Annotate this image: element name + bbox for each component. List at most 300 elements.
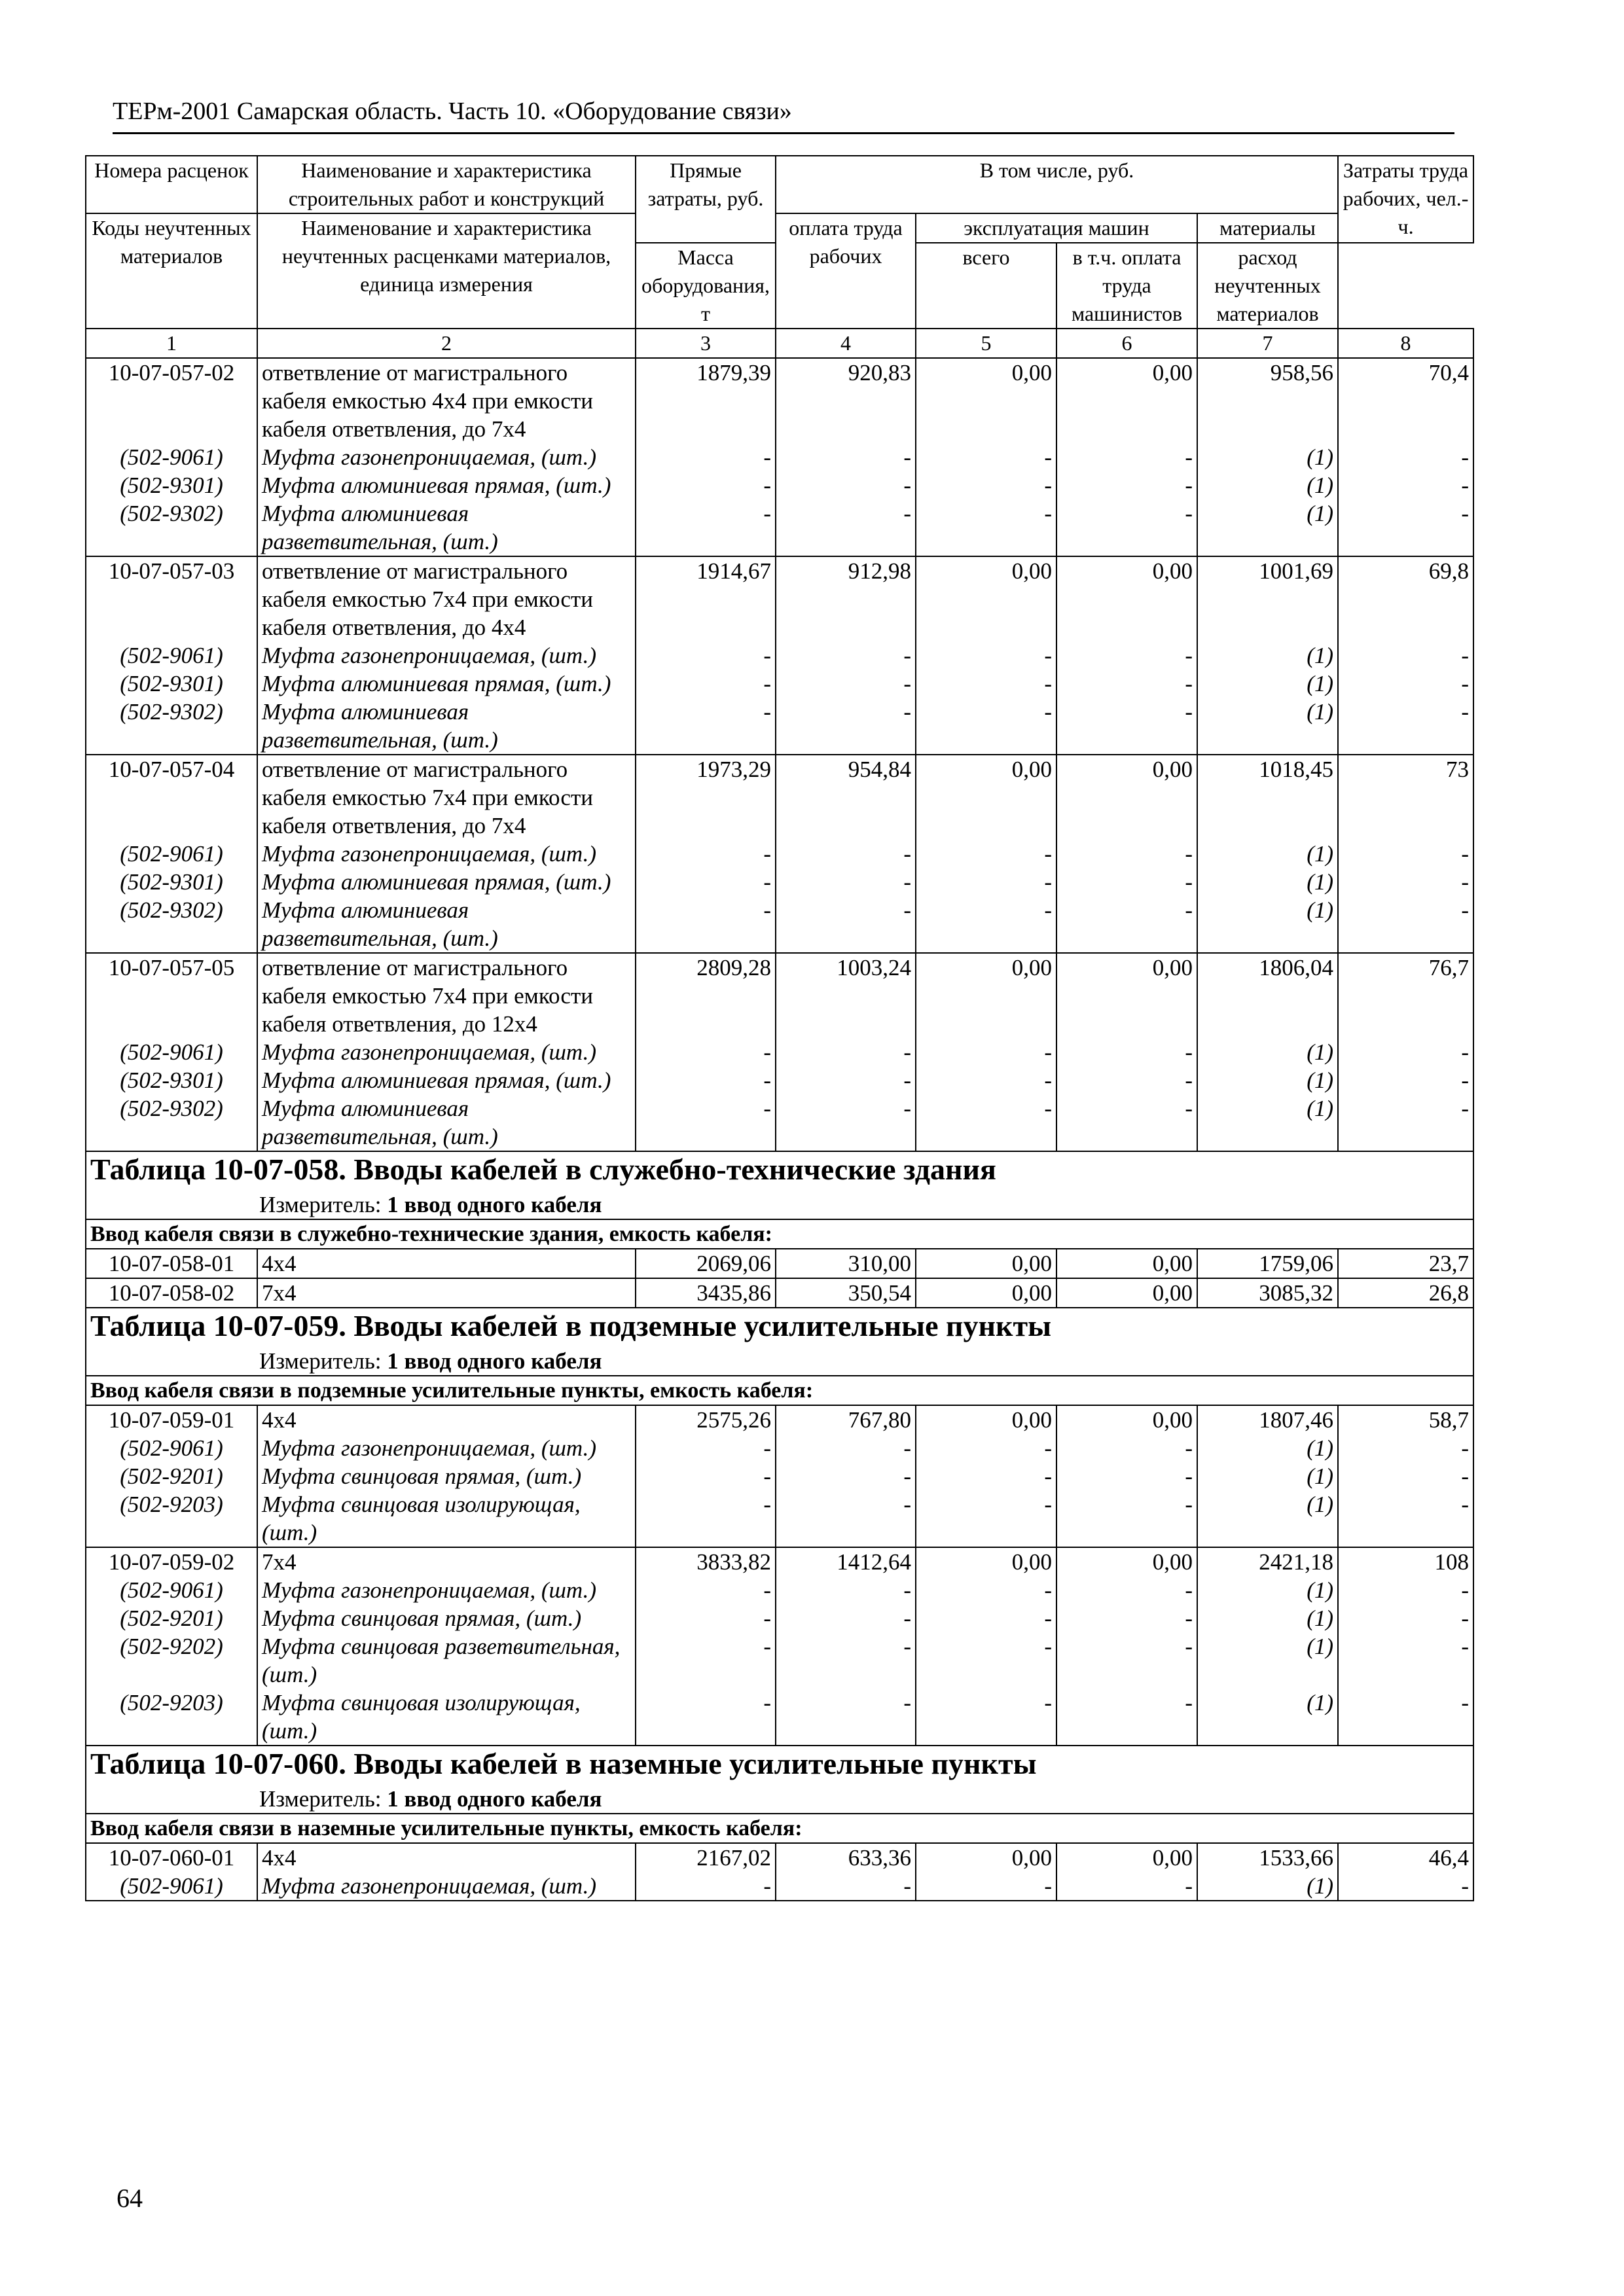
material-name: Муфта алюминиевая разветвительная, (шт.) bbox=[257, 1094, 636, 1151]
col6-header: в т.ч. оплата труда машинистов bbox=[1056, 243, 1197, 329]
rate-code: 10-07-057-03 bbox=[86, 556, 257, 641]
material-row bbox=[86, 840, 1473, 868]
value-cell: - bbox=[636, 1689, 776, 1746]
material-row bbox=[86, 1872, 1473, 1901]
material-code: (502-9302) bbox=[86, 499, 257, 556]
material-code: (502-9061) bbox=[86, 641, 257, 670]
value-cell: - bbox=[1338, 1632, 1473, 1689]
rate-code: 10-07-058-01 bbox=[86, 1249, 257, 1278]
value-cell: - bbox=[1056, 1462, 1197, 1490]
value-cell: - bbox=[1056, 641, 1197, 670]
value-cell: - bbox=[916, 1094, 1056, 1151]
material-row bbox=[86, 1066, 1473, 1094]
value-cell: - bbox=[1056, 1038, 1197, 1066]
value-cell: - bbox=[1056, 1872, 1197, 1901]
material-row bbox=[86, 641, 1473, 670]
rate-name: 4х4 bbox=[257, 1843, 636, 1872]
value-cell: (1) bbox=[1197, 641, 1338, 670]
section-title-row bbox=[86, 1151, 1473, 1219]
rate-code: 10-07-059-01 bbox=[86, 1405, 257, 1434]
value-cell: 58,7 bbox=[1338, 1405, 1473, 1434]
col1-bottom-header: Коды неучтенных материалов bbox=[86, 213, 257, 329]
value-cell: (1) bbox=[1197, 1576, 1338, 1604]
value-cell: 0,00 bbox=[916, 556, 1056, 641]
value-cell: - bbox=[916, 1038, 1056, 1066]
rate-row bbox=[86, 1405, 1473, 1434]
value-cell: - bbox=[1338, 1434, 1473, 1462]
value-cell: - bbox=[916, 1066, 1056, 1094]
meter-value: 1 ввод одного кабеля bbox=[387, 1348, 602, 1374]
col2-bottom-header: Наименование и характеристика неучтенных расценками материалов, единица измерения bbox=[257, 213, 636, 329]
value-cell: - bbox=[636, 1066, 776, 1094]
meter-line bbox=[90, 1191, 1469, 1219]
value-cell: - bbox=[1338, 1490, 1473, 1547]
value-cell: - bbox=[776, 1576, 916, 1604]
material-row bbox=[86, 1490, 1473, 1547]
value-cell: - bbox=[636, 1434, 776, 1462]
page-header: ТЕРм-2001 Самарская область. Часть 10. «Оборудование связи» bbox=[113, 98, 792, 125]
value-cell: 0,00 bbox=[1056, 755, 1197, 840]
value-cell: (1) bbox=[1197, 499, 1338, 556]
value-cell: (1) bbox=[1197, 1689, 1338, 1746]
column-number: 2 bbox=[257, 329, 636, 358]
value-cell: - bbox=[636, 499, 776, 556]
value-cell: 69,8 bbox=[1338, 556, 1473, 641]
rate-name: ответвление от магистрального кабеля емкостью 7х4 при емкости кабеля ответвления, до 12х4 bbox=[257, 953, 636, 1038]
value-cell: (1) bbox=[1197, 1490, 1338, 1547]
material-row bbox=[86, 896, 1473, 953]
value-cell: (1) bbox=[1197, 1462, 1338, 1490]
value-cell: (1) bbox=[1197, 1094, 1338, 1151]
material-row bbox=[86, 471, 1473, 499]
value-cell: 767,80 bbox=[776, 1405, 916, 1434]
value-cell: 2167,02 bbox=[636, 1843, 776, 1872]
value-cell: (1) bbox=[1197, 698, 1338, 755]
value-cell: 1001,69 bbox=[1197, 556, 1338, 641]
value-cell: - bbox=[1056, 698, 1197, 755]
value-cell: 26,8 bbox=[1338, 1278, 1473, 1308]
value-cell: - bbox=[1056, 670, 1197, 698]
value-cell: - bbox=[776, 1872, 916, 1901]
value-cell: (1) bbox=[1197, 670, 1338, 698]
value-cell: - bbox=[1056, 471, 1197, 499]
material-row bbox=[86, 1576, 1473, 1604]
value-cell: 0,00 bbox=[916, 1278, 1056, 1308]
material-code: (502-9061) bbox=[86, 1872, 257, 1901]
rate-row bbox=[86, 1249, 1473, 1278]
value-cell: (1) bbox=[1197, 1872, 1338, 1901]
col7-header: расход неучтенных материалов bbox=[1197, 243, 1338, 329]
value-cell: 2069,06 bbox=[636, 1249, 776, 1278]
value-cell: 0,00 bbox=[1056, 1249, 1197, 1278]
value-cell: - bbox=[1338, 670, 1473, 698]
meter-value: 1 ввод одного кабеля bbox=[387, 1192, 602, 1217]
value-cell: 912,98 bbox=[776, 556, 916, 641]
value-cell: - bbox=[636, 641, 776, 670]
material-name: Муфта газонепроницаемая, (шт.) bbox=[257, 1434, 636, 1462]
value-cell: - bbox=[916, 1576, 1056, 1604]
material-row bbox=[86, 1038, 1473, 1066]
section-title-cell bbox=[86, 1308, 1473, 1376]
value-cell: 0,00 bbox=[1056, 953, 1197, 1038]
rate-row bbox=[86, 556, 1473, 641]
value-cell: - bbox=[916, 896, 1056, 953]
header-row-1 bbox=[86, 156, 1473, 213]
value-cell: - bbox=[636, 1038, 776, 1066]
value-cell: 70,4 bbox=[1338, 358, 1473, 443]
value-cell: - bbox=[916, 1632, 1056, 1689]
rate-name: ответвление от магистрального кабеля емкостью 7х4 при емкости кабеля ответвления, до 4х4 bbox=[257, 556, 636, 641]
value-cell: 108 bbox=[1338, 1547, 1473, 1576]
material-name: Муфта свинцовая изолирующая, (шт.) bbox=[257, 1490, 636, 1547]
value-cell: - bbox=[776, 698, 916, 755]
material-name: Муфта свинцовая прямая, (шт.) bbox=[257, 1604, 636, 1632]
rate-code: 10-07-059-02 bbox=[86, 1547, 257, 1576]
value-cell: - bbox=[1338, 471, 1473, 499]
page-number: 64 bbox=[117, 2183, 143, 2213]
value-cell: 958,56 bbox=[1197, 358, 1338, 443]
value-cell: - bbox=[776, 670, 916, 698]
value-cell: 0,00 bbox=[916, 358, 1056, 443]
rate-row bbox=[86, 1843, 1473, 1872]
value-cell: - bbox=[1056, 1434, 1197, 1462]
value-cell: - bbox=[916, 443, 1056, 471]
value-cell: - bbox=[916, 1462, 1056, 1490]
value-cell: - bbox=[776, 443, 916, 471]
value-cell: - bbox=[776, 1038, 916, 1066]
material-code: (502-9201) bbox=[86, 1604, 257, 1632]
material-name: Муфта алюминиевая прямая, (шт.) bbox=[257, 471, 636, 499]
value-cell: - bbox=[636, 698, 776, 755]
meter-line bbox=[90, 1785, 1469, 1813]
rate-code: 10-07-057-05 bbox=[86, 953, 257, 1038]
value-cell: - bbox=[636, 1576, 776, 1604]
value-cell: 0,00 bbox=[916, 1843, 1056, 1872]
column-number: 4 bbox=[776, 329, 916, 358]
material-code: (502-9302) bbox=[86, 1094, 257, 1151]
section-title-row bbox=[86, 1308, 1473, 1376]
col4-header: оплата труда рабочих bbox=[776, 213, 916, 329]
value-cell: 3833,82 bbox=[636, 1547, 776, 1576]
value-cell: - bbox=[916, 1604, 1056, 1632]
material-row bbox=[86, 499, 1473, 556]
rate-code: 10-07-058-02 bbox=[86, 1278, 257, 1308]
value-cell: (1) bbox=[1197, 1604, 1338, 1632]
value-cell: - bbox=[636, 443, 776, 471]
value-cell: - bbox=[636, 1604, 776, 1632]
value-cell: - bbox=[776, 1434, 916, 1462]
value-cell: 0,00 bbox=[1056, 1547, 1197, 1576]
value-cell: - bbox=[1056, 1490, 1197, 1547]
meter-value: 1 ввод одного кабеля bbox=[387, 1786, 602, 1812]
value-cell: - bbox=[1056, 868, 1197, 896]
value-cell: 23,7 bbox=[1338, 1249, 1473, 1278]
value-cell: - bbox=[1338, 840, 1473, 868]
value-cell: 0,00 bbox=[1056, 1405, 1197, 1434]
value-cell: - bbox=[776, 1689, 916, 1746]
value-cell: - bbox=[1056, 443, 1197, 471]
value-cell: 1973,29 bbox=[636, 755, 776, 840]
material-row bbox=[86, 670, 1473, 698]
material-row bbox=[86, 1094, 1473, 1151]
material-name: Муфта газонепроницаемая, (шт.) bbox=[257, 840, 636, 868]
material-code: (502-9061) bbox=[86, 1576, 257, 1604]
value-cell: - bbox=[1338, 499, 1473, 556]
column-numbers-row bbox=[86, 329, 1473, 358]
value-cell: 73 bbox=[1338, 755, 1473, 840]
value-cell: 76,7 bbox=[1338, 953, 1473, 1038]
meter-label: Измеритель: bbox=[259, 1786, 382, 1812]
rate-name: ответвление от магистрального кабеля емкостью 4х4 при емкости кабеля ответвления, до 7х4 bbox=[257, 358, 636, 443]
rate-row bbox=[86, 1278, 1473, 1308]
value-cell: 1412,64 bbox=[776, 1547, 916, 1576]
value-cell: 1806,04 bbox=[1197, 953, 1338, 1038]
value-cell: - bbox=[1056, 499, 1197, 556]
rate-name: 4х4 bbox=[257, 1249, 636, 1278]
value-cell: 0,00 bbox=[916, 953, 1056, 1038]
material-name: Муфта алюминиевая разветвительная, (шт.) bbox=[257, 499, 636, 556]
value-cell: - bbox=[636, 868, 776, 896]
value-cell: - bbox=[916, 1490, 1056, 1547]
value-cell: 0,00 bbox=[1056, 556, 1197, 641]
value-cell: (1) bbox=[1197, 443, 1338, 471]
value-cell: - bbox=[916, 641, 1056, 670]
subheader-row bbox=[86, 1376, 1473, 1405]
rate-name: 7х4 bbox=[257, 1547, 636, 1576]
material-code: (502-9061) bbox=[86, 1038, 257, 1066]
value-cell: (1) bbox=[1197, 1632, 1338, 1689]
value-cell: - bbox=[776, 471, 916, 499]
value-cell: (1) bbox=[1197, 868, 1338, 896]
value-cell: (1) bbox=[1197, 1038, 1338, 1066]
value-cell: - bbox=[1338, 1576, 1473, 1604]
material-name: Муфта алюминиевая прямая, (шт.) bbox=[257, 1066, 636, 1094]
value-cell: 1759,06 bbox=[1197, 1249, 1338, 1278]
material-name: Муфта газонепроницаемая, (шт.) bbox=[257, 1576, 636, 1604]
value-cell: 1533,66 bbox=[1197, 1843, 1338, 1872]
material-row bbox=[86, 1462, 1473, 1490]
value-cell: - bbox=[1338, 1094, 1473, 1151]
table-title: Таблица 10-07-058. Вводы кабелей в служебно-технические здания bbox=[90, 1153, 996, 1186]
value-cell: 0,00 bbox=[1056, 1843, 1197, 1872]
value-cell: - bbox=[776, 1066, 916, 1094]
material-name: Муфта алюминиевая разветвительная, (шт.) bbox=[257, 698, 636, 755]
value-cell: - bbox=[776, 896, 916, 953]
subheader-text: Ввод кабеля связи в наземные усилительные пункты, емкость кабеля: bbox=[86, 1814, 1473, 1843]
material-row bbox=[86, 1689, 1473, 1746]
subheader-text: Ввод кабеля связи в подземные усилительные пункты, емкость кабеля: bbox=[86, 1376, 1473, 1405]
value-cell: - bbox=[1338, 1038, 1473, 1066]
value-cell: - bbox=[776, 1490, 916, 1547]
material-code: (502-9202) bbox=[86, 1632, 257, 1689]
value-cell: - bbox=[1338, 1066, 1473, 1094]
value-cell: 2421,18 bbox=[1197, 1547, 1338, 1576]
value-cell: - bbox=[636, 670, 776, 698]
value-cell: - bbox=[1338, 1872, 1473, 1901]
value-cell: 1003,24 bbox=[776, 953, 916, 1038]
value-cell: - bbox=[1056, 1094, 1197, 1151]
value-cell: 2575,26 bbox=[636, 1405, 776, 1434]
material-name: Муфта свинцовая изолирующая, (шт.) bbox=[257, 1689, 636, 1746]
rate-row bbox=[86, 358, 1473, 443]
value-cell: - bbox=[916, 868, 1056, 896]
value-cell: - bbox=[1056, 840, 1197, 868]
col3-header: Прямые затраты, руб. bbox=[636, 156, 776, 243]
material-row bbox=[86, 1434, 1473, 1462]
column-number: 6 bbox=[1056, 329, 1197, 358]
materials-header: материалы bbox=[1197, 213, 1338, 243]
material-name: Муфта алюминиевая прямая, (шт.) bbox=[257, 670, 636, 698]
value-cell: 0,00 bbox=[916, 755, 1056, 840]
value-cell: - bbox=[916, 1872, 1056, 1901]
value-cell: - bbox=[1338, 896, 1473, 953]
value-cell: (1) bbox=[1197, 840, 1338, 868]
material-row bbox=[86, 868, 1473, 896]
value-cell: - bbox=[1338, 1689, 1473, 1746]
material-name: Муфта газонепроницаемая, (шт.) bbox=[257, 443, 636, 471]
value-cell: - bbox=[776, 1462, 916, 1490]
value-cell: 0,00 bbox=[916, 1405, 1056, 1434]
subheader-row bbox=[86, 1219, 1473, 1249]
section-title-cell bbox=[86, 1151, 1473, 1219]
material-name: Муфта газонепроницаемая, (шт.) bbox=[257, 1872, 636, 1901]
material-code: (502-9301) bbox=[86, 868, 257, 896]
value-cell: 0,00 bbox=[916, 1249, 1056, 1278]
material-code: (502-9301) bbox=[86, 670, 257, 698]
value-cell: 46,4 bbox=[1338, 1843, 1473, 1872]
col8-top-header: Затраты труда рабочих, чел.-ч. bbox=[1338, 156, 1473, 243]
value-cell: - bbox=[636, 896, 776, 953]
machines-header: эксплуатация машин bbox=[916, 213, 1197, 243]
rate-code: 10-07-057-02 bbox=[86, 358, 257, 443]
value-cell: - bbox=[1338, 698, 1473, 755]
value-cell: 1807,46 bbox=[1197, 1405, 1338, 1434]
header-row-2 bbox=[86, 213, 1473, 243]
material-code: (502-9302) bbox=[86, 698, 257, 755]
value-cell: - bbox=[636, 1094, 776, 1151]
value-cell: - bbox=[636, 1632, 776, 1689]
value-cell: - bbox=[1056, 1689, 1197, 1746]
value-cell: - bbox=[1338, 641, 1473, 670]
value-cell: - bbox=[916, 698, 1056, 755]
value-cell: - bbox=[776, 868, 916, 896]
meter-label: Измеритель: bbox=[259, 1348, 382, 1374]
table-title: Таблица 10-07-060. Вводы кабелей в наземные усилительные пункты bbox=[90, 1747, 1037, 1780]
material-name: Муфта газонепроницаемая, (шт.) bbox=[257, 1038, 636, 1066]
value-cell: 633,36 bbox=[776, 1843, 916, 1872]
rates-table bbox=[85, 155, 1474, 1901]
material-code: (502-9301) bbox=[86, 471, 257, 499]
value-cell: - bbox=[636, 840, 776, 868]
column-number: 7 bbox=[1197, 329, 1338, 358]
material-code: (502-9301) bbox=[86, 1066, 257, 1094]
material-name: Муфта алюминиевая разветвительная, (шт.) bbox=[257, 896, 636, 953]
rate-row bbox=[86, 1547, 1473, 1576]
material-code: (502-9061) bbox=[86, 443, 257, 471]
material-code: (502-9061) bbox=[86, 1434, 257, 1462]
material-code: (502-9061) bbox=[86, 840, 257, 868]
value-cell: - bbox=[776, 840, 916, 868]
value-cell: 350,54 bbox=[776, 1278, 916, 1308]
value-cell: - bbox=[636, 1490, 776, 1547]
col5-header: всего bbox=[916, 243, 1056, 329]
value-cell: - bbox=[916, 1434, 1056, 1462]
material-code: (502-9203) bbox=[86, 1689, 257, 1746]
col8-bottom-header: Масса оборудования, т bbox=[636, 243, 776, 329]
section-title-row bbox=[86, 1746, 1473, 1814]
value-cell: 2809,28 bbox=[636, 953, 776, 1038]
value-cell: (1) bbox=[1197, 1066, 1338, 1094]
material-row bbox=[86, 1632, 1473, 1689]
value-cell: - bbox=[636, 1872, 776, 1901]
material-row bbox=[86, 1604, 1473, 1632]
value-cell: - bbox=[916, 499, 1056, 556]
subheader-text: Ввод кабеля связи в служебно-технические здания, емкость кабеля: bbox=[86, 1219, 1473, 1249]
section-title-cell bbox=[86, 1746, 1473, 1814]
value-cell: - bbox=[916, 471, 1056, 499]
value-cell: - bbox=[1338, 1462, 1473, 1490]
header-rule bbox=[113, 132, 1454, 134]
value-cell: 0,00 bbox=[916, 1547, 1056, 1576]
value-cell: - bbox=[776, 1632, 916, 1689]
value-cell: - bbox=[916, 1689, 1056, 1746]
material-code: (502-9201) bbox=[86, 1462, 257, 1490]
rate-code: 10-07-057-04 bbox=[86, 755, 257, 840]
value-cell: - bbox=[1338, 1604, 1473, 1632]
value-cell: (1) bbox=[1197, 896, 1338, 953]
value-cell: - bbox=[916, 670, 1056, 698]
value-cell: 0,00 bbox=[1056, 1278, 1197, 1308]
rate-name: ответвление от магистрального кабеля емкостью 7х4 при емкости кабеля ответвления, до 7х4 bbox=[257, 755, 636, 840]
value-cell: - bbox=[1056, 1604, 1197, 1632]
value-cell: - bbox=[1056, 896, 1197, 953]
value-cell: - bbox=[776, 1094, 916, 1151]
col2-top-header: Наименование и характеристика строительных работ и конструкций bbox=[257, 156, 636, 213]
material-row bbox=[86, 698, 1473, 755]
value-cell: 1914,67 bbox=[636, 556, 776, 641]
value-cell: 310,00 bbox=[776, 1249, 916, 1278]
rate-name: 7х4 bbox=[257, 1278, 636, 1308]
value-cell: 920,83 bbox=[776, 358, 916, 443]
value-cell: 1018,45 bbox=[1197, 755, 1338, 840]
material-name: Муфта газонепроницаемая, (шт.) bbox=[257, 641, 636, 670]
column-number: 3 bbox=[636, 329, 776, 358]
rate-row bbox=[86, 755, 1473, 840]
rate-name: 4х4 bbox=[257, 1405, 636, 1434]
material-name: Муфта свинцовая разветвительная, (шт.) bbox=[257, 1632, 636, 1689]
rate-code: 10-07-060-01 bbox=[86, 1843, 257, 1872]
value-cell: 1879,39 bbox=[636, 358, 776, 443]
material-name: Муфта алюминиевая прямая, (шт.) bbox=[257, 868, 636, 896]
material-code: (502-9302) bbox=[86, 896, 257, 953]
table-title: Таблица 10-07-059. Вводы кабелей в подземные усилительные пункты bbox=[90, 1309, 1052, 1342]
value-cell: (1) bbox=[1197, 471, 1338, 499]
column-number: 1 bbox=[86, 329, 257, 358]
value-cell: - bbox=[776, 1604, 916, 1632]
subheader-row bbox=[86, 1814, 1473, 1843]
value-cell: - bbox=[1338, 868, 1473, 896]
column-number: 8 bbox=[1338, 329, 1473, 358]
value-cell: 3085,32 bbox=[1197, 1278, 1338, 1308]
value-cell: - bbox=[636, 471, 776, 499]
col1-top-header: Номера расценок bbox=[86, 156, 257, 213]
value-cell: 954,84 bbox=[776, 755, 916, 840]
value-cell: - bbox=[1338, 443, 1473, 471]
meter-label: Измеритель: bbox=[259, 1192, 382, 1217]
material-row bbox=[86, 443, 1473, 471]
value-cell: - bbox=[1056, 1632, 1197, 1689]
column-number: 5 bbox=[916, 329, 1056, 358]
